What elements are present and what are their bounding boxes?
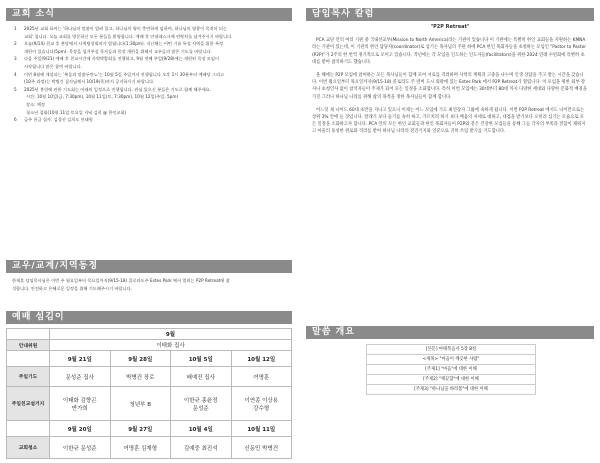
sermon-line: [본문] 마태복음서 5장 8절 — [366, 344, 536, 355]
news-section-title: 교회 소식 — [6, 8, 292, 21]
column-paragraph: PCA 교단 안의 여러 기관 중 국내선교부(Mission to North America)라는 기관이 있습니다 이 기관에는 특별히 한인 교회들을 지원하는 KMNA 라는 기관이 있는데, 이 기관의 한인 담당자(coordinator)로 섬기는 목사님의 주관 하에 PCA 한인 목회자들을 초청하는 모임인 "Pastor to Pastor (P2P)"가 2주의 한 번씩 정기적으로 모이고 있습니다. 작년에는 각 모임을 인도하는 인도자들(facilitators)을 위한 2024 연례 수련회에 특별히 초대를 받아 참석하기도 했습니다. — [312, 38, 586, 65]
cleaning-cell: 신동민 박병건 — [231, 437, 292, 459]
news-item-number: 5 — [14, 86, 17, 92]
guide-value: 이태화 집사 — [50, 340, 292, 351]
left-column — [6, 8, 292, 452]
cleaning-label: 교회청소 — [7, 437, 50, 459]
news-item-text: 오늘(9/14) 친교 후 본당에서 사역팀장회의가 열립니다(1:30pm). 지난해는 어떤 기술 특징 사역을 위한 특정 — [24, 41, 224, 47]
news-item-text: 개편이 있습니다(5pm). 목장을 섬겨주실 목자들과 목장 개편을 위해서 교우들의 많은 기도를 바랍니다. — [24, 48, 212, 54]
week-date: 10월 5일 — [171, 351, 232, 367]
news-item-detail: 장소: 예정 — [26, 101, 45, 107]
news-item-text: 다음 주일(9/21) 예배 후 친교시간에 사역박람회를 진행하고, 9월 넷째 주일(9/28)에는 개편된 목장 모임이 — [24, 56, 219, 62]
corner-cell — [7, 329, 50, 340]
news-item — [10, 25, 288, 40]
offering-line: 이태화 김향곤 — [62, 397, 97, 404]
news-item — [10, 71, 288, 86]
news-item-text: 교회' 입니다. 오늘 교회를 방문하신 모든 분들을 환영합니다. 예배 후 안내데스크에 연락처를 남겨주시기 바랍니다. — [24, 33, 233, 39]
community-text — [6, 273, 292, 296]
week-date: 9월 20일 — [50, 421, 111, 437]
news-item-number: 3 — [14, 56, 17, 62]
column-heading: "P2P Retreat" — [430, 24, 470, 30]
offering-cell — [231, 387, 292, 421]
sermon-outline — [366, 344, 536, 395]
reading-cell: 박병건 장로 — [110, 367, 171, 387]
week-date: 9월 21일 — [50, 351, 111, 367]
offering-line: 청년부 B — [129, 401, 151, 408]
news-item-text: 시작됩니다 많은 참여 바랍니다. — [24, 63, 82, 69]
pastor-column — [306, 24, 594, 142]
column-paragraph: 올 해에는 P2P 모임에 참여하는 모든 목사님들이 함께 모여 서로를 격려하며 사역의 계획과 고충을 나누며 인생 상담을 주고 받는 시간을 갖습니다. 이번 월요일부터 목요일까지(9/15-18) 콜로라도 주 덴버 도시 외곽에 있는 Estes Park 에서 P2P Retreat가 열립니다. 이 모임을 위한 외부 강사나 초청인사 없이 참석자들이 주제가 되어 모든 일정을 소화합니다. 특히 이번 모임에는 30대부터 80대 까지 다양한 세대와 다양한 문화적 배경을 가진 그러나 하나님 나라를 위해 삶의 목적을 정한 목사님들이 함께 합니다. — [312, 73, 587, 100]
news-item — [10, 55, 288, 70]
month-header: 9월 — [50, 329, 292, 340]
column-section-title: 담임목사 칼럼 — [306, 8, 594, 21]
news-item-number: 6 — [14, 117, 17, 123]
offering-cell — [110, 387, 171, 421]
offering-line: 반가희 — [71, 405, 88, 412]
sermon-line: [주제1] "마음"에 대한 이해 — [366, 365, 536, 375]
offering-line: 이한규 홍윤정 — [183, 397, 218, 404]
news-item-text: (10주 과정)는 박병건 집사님께서 10/19(목)까지 공지하시기 바랍니다. — [24, 79, 155, 85]
news-item-text: 이번 8월에 개설되는 '복음과 말씀두란노'는 10월 5일 주일까지 진행됩니다 오후 1시 30분부터 예배당 그리고 — [24, 71, 225, 77]
news-item-number: 1 — [14, 26, 17, 31]
community-section-title: 교우/교계/지역동정 — [6, 260, 292, 273]
week-date: 9월 27일 — [110, 421, 171, 437]
community-line: 석합니다. 안전하고 은혜로운 일정을 위해 기도해주시기 바랍니다. — [12, 285, 132, 291]
sermon-section — [306, 326, 594, 392]
news-item — [10, 40, 288, 55]
news-item-text: 2025년 봉헌에 관한 기도회는 아래의 일정으로 진행됩니다. 관심 있으신 분들은 기도로 함께 해주세요. — [24, 86, 212, 92]
right-column — [306, 8, 594, 463]
news-list — [6, 21, 292, 124]
sermon-line: <제목> "마음이 깨끗한 사람" — [366, 355, 536, 365]
cleaning-cell: 이한규 문성준 — [50, 437, 111, 459]
community-section — [6, 260, 292, 296]
offering-cell — [171, 387, 232, 421]
schedule-table — [6, 328, 292, 459]
schedule-section — [6, 311, 292, 459]
news-item-number: 4 — [14, 71, 17, 77]
news-item — [10, 116, 288, 124]
week-date: 10월 11일 — [231, 421, 292, 437]
news-item-detail: 청소년 집회(10월 11일 토요일 저녁 김희 @ 한인교회) — [26, 109, 127, 115]
sermon-line: [주제3] "하나님을 바라봄"에 대한 이해 — [366, 385, 536, 395]
blank-cell — [7, 351, 50, 367]
reading-cell: 여명훈 — [231, 367, 292, 387]
cleaning-cell: 김예중 최진석 — [171, 437, 232, 459]
cleaning-cell: 여명훈 김재형 — [110, 437, 171, 459]
guide-label: 안내위원 — [7, 340, 50, 351]
news-item-number: 2 — [14, 41, 17, 47]
week-date: 10월 4일 — [171, 421, 232, 437]
week-date: 9월 28일 — [110, 351, 171, 367]
news-item-detail: 시간: 10월 10일(금, 7:30pm), 10월 11일(토, 7:30pm), 10월 12일(주일, 5pm) — [26, 94, 179, 100]
offering-line: 강수형 — [253, 405, 270, 412]
news-item — [10, 86, 288, 116]
blank-cell — [7, 421, 50, 437]
news-item-text: 2025년 교회 표어는 '하나님의 말씀이 열려 있고, 하나님의 영이 충만하게 임하여, 하나님의 영광이 목적이 되는 — [24, 26, 228, 31]
reading-label: 주일기도 — [7, 367, 50, 387]
reading-cell: 배예진 집사 — [171, 367, 232, 387]
sermon-line: [주제2] "깨끗함"에 대한 이해 — [366, 375, 536, 385]
reading-cell: 문성준 집사 — [50, 367, 111, 387]
offering-line: 문성준 — [192, 405, 209, 412]
news-item-text: 금주 헌금 집사: 김경선 김희도 안태원 — [24, 117, 93, 123]
week-date: 10월 12일 — [231, 351, 292, 367]
community-line: 한재훈 담임목사님은 이번 주 월요일부터 목요일까지(9/15-18) 콜로라도주 Estes Park 에서 열리는 P2P Retreat에 참 — [12, 278, 230, 283]
offering-line: 이연종 이상용 — [244, 397, 279, 404]
offering-cell — [50, 387, 111, 421]
column-paragraph: 어느덧 제 나이도 60대 초반을 지나고 있으니 이제는 어느 모임에 가도 최연장자 그룹에 속하게 됩니다. 이번 P2P Retreat 에서도 나이만으로는 상위 3% 안에 들 것입니다. 딸래기 보다 듣기를 속히 하고, 가르치려 하기 보다 배움의 자세로 대하고, 대접을 받기보다 오히려 섬기는 모습으로 모든 일정을 소화하고자 합니다. PCA 안의 모든 한인 교회들과 한인 목회자들이 P2P와 같은 건강한 모임들을 통해 그들 각자의 부족과 결함이 채워지고 아울러 풍성한 위로와 격려를 받아 하나님 나라의 전진기지와 일꾼으로 귀히 쓰임 받기를 기도합니다. — [312, 107, 586, 135]
sermon-section-title: 말씀 개요 — [306, 326, 594, 339]
schedule-section-title: 예배 섬김이 — [6, 311, 292, 324]
offering-label: 주일친교설거지 — [7, 387, 50, 421]
